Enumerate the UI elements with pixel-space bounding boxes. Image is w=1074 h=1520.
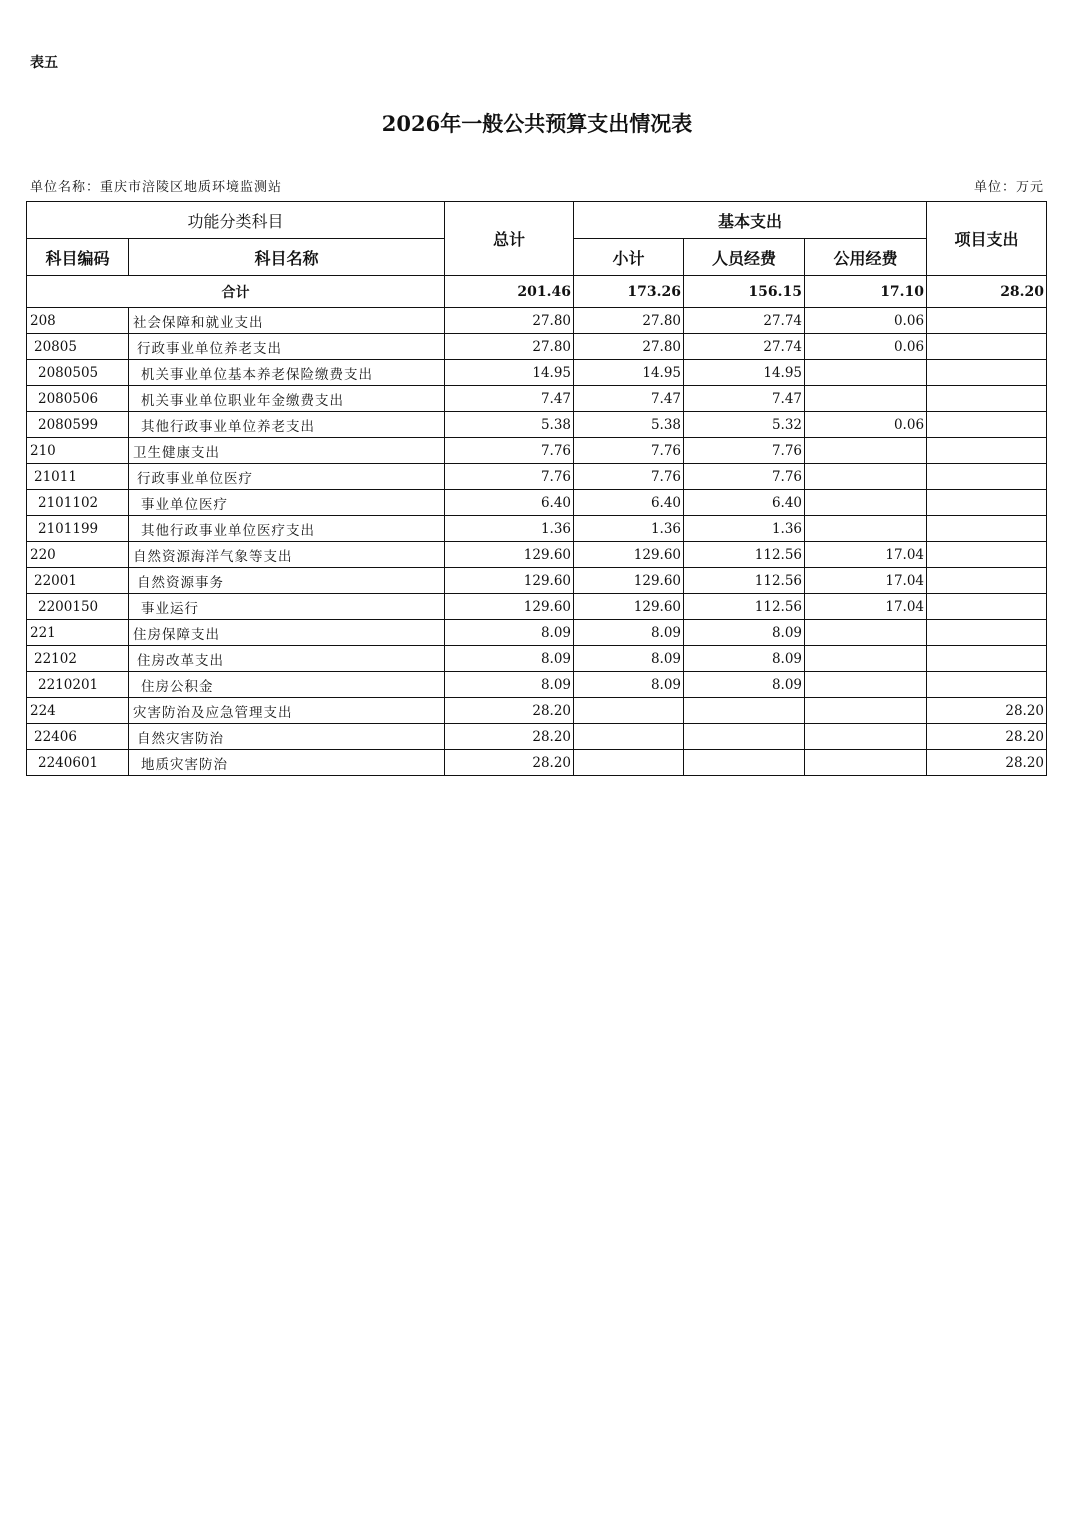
row-public bbox=[805, 360, 927, 386]
row-subject-code: 2080506 bbox=[27, 386, 129, 412]
row-subject-code: 2101199 bbox=[27, 516, 129, 542]
row-project bbox=[927, 568, 1047, 594]
row-subject-name: 住房公积金 bbox=[129, 672, 445, 698]
row-public: 17.04 bbox=[805, 542, 927, 568]
row-project bbox=[927, 412, 1047, 438]
row-total: 28.20 bbox=[445, 698, 574, 724]
row-project bbox=[927, 438, 1047, 464]
table-row bbox=[27, 464, 1047, 490]
row-subject-code: 210 bbox=[27, 438, 129, 464]
table-row bbox=[27, 334, 1047, 360]
row-subtotal: 1.36 bbox=[574, 516, 684, 542]
row-subject-code: 224 bbox=[27, 698, 129, 724]
total-total: 201.46 bbox=[445, 276, 574, 308]
row-subject-code: 2101102 bbox=[27, 490, 129, 516]
row-subject-name: 自然资源事务 bbox=[129, 568, 445, 594]
row-subject-name: 事业运行 bbox=[129, 594, 445, 620]
row-subject-code: 220 bbox=[27, 542, 129, 568]
table-row bbox=[27, 646, 1047, 672]
row-project bbox=[927, 672, 1047, 698]
row-total: 28.20 bbox=[445, 750, 574, 776]
row-public bbox=[805, 516, 927, 542]
row-total: 5.38 bbox=[445, 412, 574, 438]
table-row bbox=[27, 672, 1047, 698]
row-project bbox=[927, 464, 1047, 490]
row-public: 0.06 bbox=[805, 334, 927, 360]
row-subtotal: 8.09 bbox=[574, 672, 684, 698]
row-subject-code: 21011 bbox=[27, 464, 129, 490]
currency-unit-label: 单位：万元 bbox=[973, 180, 1044, 195]
row-subject-name: 其他行政事业单位养老支出 bbox=[129, 412, 445, 438]
total-public: 17.10 bbox=[805, 276, 927, 308]
table-row bbox=[27, 308, 1047, 334]
row-total: 8.09 bbox=[445, 672, 574, 698]
row-project bbox=[927, 646, 1047, 672]
row-project bbox=[927, 386, 1047, 412]
row-personnel: 27.74 bbox=[684, 308, 805, 334]
row-project bbox=[927, 542, 1047, 568]
row-personnel: 8.09 bbox=[684, 620, 805, 646]
row-subject-name: 其他行政事业单位医疗支出 bbox=[129, 516, 445, 542]
row-public bbox=[805, 698, 927, 724]
row-total: 6.40 bbox=[445, 490, 574, 516]
row-subject-code: 2200150 bbox=[27, 594, 129, 620]
total-personnel: 156.15 bbox=[684, 276, 805, 308]
row-subject-code: 20805 bbox=[27, 334, 129, 360]
row-public bbox=[805, 672, 927, 698]
row-subtotal bbox=[574, 724, 684, 750]
row-personnel: 27.74 bbox=[684, 334, 805, 360]
row-subtotal bbox=[574, 698, 684, 724]
row-subject-name: 住房改革支出 bbox=[129, 646, 445, 672]
row-subtotal: 129.60 bbox=[574, 568, 684, 594]
row-subtotal: 129.60 bbox=[574, 542, 684, 568]
row-subtotal: 14.95 bbox=[574, 360, 684, 386]
row-subtotal bbox=[574, 750, 684, 776]
row-public: 17.04 bbox=[805, 594, 927, 620]
row-public bbox=[805, 464, 927, 490]
row-total: 27.80 bbox=[445, 308, 574, 334]
row-subtotal: 129.60 bbox=[574, 594, 684, 620]
row-subtotal: 7.76 bbox=[574, 438, 684, 464]
row-subtotal: 27.80 bbox=[574, 308, 684, 334]
table-row bbox=[27, 568, 1047, 594]
row-personnel: 8.09 bbox=[684, 646, 805, 672]
row-subtotal: 27.80 bbox=[574, 334, 684, 360]
table-row bbox=[27, 386, 1047, 412]
row-personnel: 8.09 bbox=[684, 672, 805, 698]
row-subject-code: 2080505 bbox=[27, 360, 129, 386]
row-total: 7.76 bbox=[445, 438, 574, 464]
table-row bbox=[27, 542, 1047, 568]
row-subject-name: 行政事业单位医疗 bbox=[129, 464, 445, 490]
table-row bbox=[27, 698, 1047, 724]
row-personnel: 112.56 bbox=[684, 542, 805, 568]
row-subtotal: 7.47 bbox=[574, 386, 684, 412]
table-row bbox=[27, 620, 1047, 646]
row-public: 0.06 bbox=[805, 412, 927, 438]
row-total: 14.95 bbox=[445, 360, 574, 386]
row-public bbox=[805, 438, 927, 464]
row-project bbox=[927, 490, 1047, 516]
row-subject-name: 机关事业单位基本养老保险缴费支出 bbox=[129, 360, 445, 386]
row-subject-name: 机关事业单位职业年金缴费支出 bbox=[129, 386, 445, 412]
total-project: 28.20 bbox=[927, 276, 1047, 308]
row-total: 7.76 bbox=[445, 464, 574, 490]
row-subject-code: 221 bbox=[27, 620, 129, 646]
row-subject-name: 事业单位医疗 bbox=[129, 490, 445, 516]
row-project: 28.20 bbox=[927, 750, 1047, 776]
row-subject-code: 22406 bbox=[27, 724, 129, 750]
row-public: 17.04 bbox=[805, 568, 927, 594]
row-personnel: 7.47 bbox=[684, 386, 805, 412]
row-total: 27.80 bbox=[445, 334, 574, 360]
table-row bbox=[27, 490, 1047, 516]
table-row bbox=[27, 750, 1047, 776]
row-personnel: 112.56 bbox=[684, 568, 805, 594]
row-public bbox=[805, 620, 927, 646]
table-row bbox=[27, 360, 1047, 386]
row-subtotal: 8.09 bbox=[574, 620, 684, 646]
row-project bbox=[927, 360, 1047, 386]
row-subject-code: 22001 bbox=[27, 568, 129, 594]
page-title: 2026年一般公共预算支出情况表 bbox=[381, 111, 693, 136]
table-row bbox=[27, 516, 1047, 542]
row-total: 129.60 bbox=[445, 568, 574, 594]
row-total: 1.36 bbox=[445, 516, 574, 542]
row-total: 28.20 bbox=[445, 724, 574, 750]
row-subject-name: 自然资源海洋气象等支出 bbox=[129, 542, 445, 568]
row-subtotal: 8.09 bbox=[574, 646, 684, 672]
table-row bbox=[27, 438, 1047, 464]
row-public bbox=[805, 724, 927, 750]
row-subject-name: 住房保障支出 bbox=[129, 620, 445, 646]
row-total: 129.60 bbox=[445, 594, 574, 620]
table-row bbox=[27, 724, 1047, 750]
row-personnel bbox=[684, 698, 805, 724]
row-public bbox=[805, 646, 927, 672]
row-project bbox=[927, 516, 1047, 542]
header-subject-code: 科目编码 bbox=[27, 239, 129, 276]
row-subject-code: 2210201 bbox=[27, 672, 129, 698]
row-subject-code: 208 bbox=[27, 308, 129, 334]
row-subtotal: 5.38 bbox=[574, 412, 684, 438]
row-total: 129.60 bbox=[445, 542, 574, 568]
row-public bbox=[805, 490, 927, 516]
row-subject-name: 卫生健康支出 bbox=[129, 438, 445, 464]
row-personnel bbox=[684, 750, 805, 776]
table-row bbox=[27, 594, 1047, 620]
total-label: 合计 bbox=[27, 276, 445, 308]
row-personnel: 7.76 bbox=[684, 464, 805, 490]
row-project bbox=[927, 620, 1047, 646]
row-subject-name: 灾害防治及应急管理支出 bbox=[129, 698, 445, 724]
row-subtotal: 7.76 bbox=[574, 464, 684, 490]
header-basic-expenditure: 基本支出 bbox=[574, 202, 927, 239]
header-function-category: 功能分类科目 bbox=[27, 202, 445, 239]
row-project: 28.20 bbox=[927, 698, 1047, 724]
row-personnel: 7.76 bbox=[684, 438, 805, 464]
total-row bbox=[27, 276, 1047, 308]
table-number-label: 表五 bbox=[30, 55, 58, 71]
row-personnel bbox=[684, 724, 805, 750]
header-public-cost: 公用经费 bbox=[805, 239, 927, 276]
row-personnel: 6.40 bbox=[684, 490, 805, 516]
row-subject-code: 22102 bbox=[27, 646, 129, 672]
total-subtotal: 173.26 bbox=[574, 276, 684, 308]
budget-expenditure-table bbox=[26, 201, 1047, 776]
row-subject-name: 地质灾害防治 bbox=[129, 750, 445, 776]
table-row bbox=[27, 412, 1047, 438]
row-project bbox=[927, 594, 1047, 620]
row-project: 28.20 bbox=[927, 724, 1047, 750]
row-subtotal: 6.40 bbox=[574, 490, 684, 516]
row-subject-code: 2080599 bbox=[27, 412, 129, 438]
header-total: 总计 bbox=[445, 202, 574, 276]
row-personnel: 5.32 bbox=[684, 412, 805, 438]
row-personnel: 1.36 bbox=[684, 516, 805, 542]
header-subtotal: 小计 bbox=[574, 239, 684, 276]
header-personnel-cost: 人员经费 bbox=[684, 239, 805, 276]
row-subject-name: 自然灾害防治 bbox=[129, 724, 445, 750]
row-public: 0.06 bbox=[805, 308, 927, 334]
unit-name-label: 单位名称：重庆市涪陵区地质环境监测站 bbox=[30, 180, 283, 195]
row-personnel: 14.95 bbox=[684, 360, 805, 386]
row-project bbox=[927, 334, 1047, 360]
row-total: 8.09 bbox=[445, 646, 574, 672]
header-project-expenditure: 项目支出 bbox=[927, 202, 1047, 276]
row-total: 7.47 bbox=[445, 386, 574, 412]
row-subject-name: 行政事业单位养老支出 bbox=[129, 334, 445, 360]
row-subject-code: 2240601 bbox=[27, 750, 129, 776]
row-personnel: 112.56 bbox=[684, 594, 805, 620]
row-public bbox=[805, 750, 927, 776]
row-subject-name: 社会保障和就业支出 bbox=[129, 308, 445, 334]
row-project bbox=[927, 308, 1047, 334]
row-public bbox=[805, 386, 927, 412]
row-total: 8.09 bbox=[445, 620, 574, 646]
header-subject-name: 科目名称 bbox=[129, 239, 445, 276]
